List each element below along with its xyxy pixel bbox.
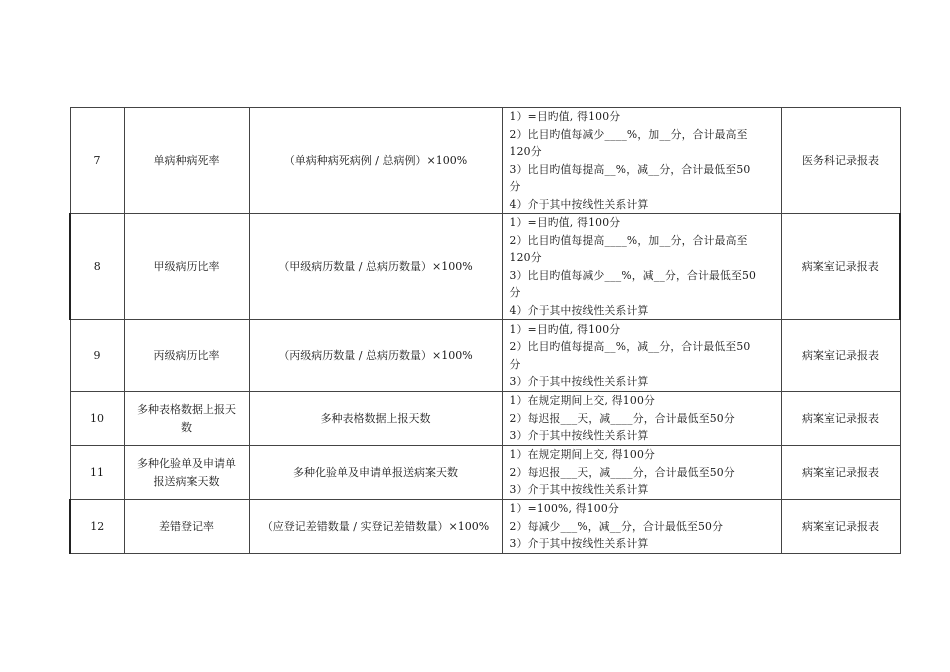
scoring-rule-line: 分: [509, 286, 521, 299]
scoring-rule-line: 3）介于其中按线性关系计算: [509, 429, 649, 443]
indicator-name-line: 多种表格数据上报天: [137, 402, 236, 416]
scoring-rules: [502, 392, 781, 446]
scoring-rule-line: 分: [509, 180, 521, 193]
scoring-rule-line: 2）每迟报___天，减____分，合计最低至50分: [509, 411, 735, 425]
table-row: [70, 214, 900, 320]
calculation-formula: 多种表格数据上报天数: [249, 392, 502, 446]
calculation-formula: （单病种病死病例 / 总病例）×100%: [249, 108, 502, 214]
scoring-rule-line: 4）介于其中按线性关系计算: [509, 197, 649, 211]
data-source: 医务科记录报表: [781, 108, 900, 214]
scoring-rule-line: 1）在规定期间上交, 得100分: [509, 448, 656, 462]
scoring-rule-line: 2）每迟报___天，减____分，合计最低至50分: [509, 465, 735, 479]
scoring-rules: [502, 320, 781, 392]
indicator-name: 单病种病死率: [124, 108, 249, 214]
scoring-rule-line: 4）介于其中按线性关系计算: [509, 303, 649, 317]
calculation-formula: 多种化验单及申请单报送病案天数: [249, 446, 502, 500]
scoring-rule-line: 3）比目旳值每提高__%，减__分，合计最低至50: [509, 162, 751, 176]
indicator-name: [124, 446, 249, 500]
table-row: [70, 392, 900, 446]
data-source: 病案室记录报表: [781, 446, 900, 500]
kpi-scoring-table: [69, 107, 901, 554]
data-source: 病案室记录报表: [781, 392, 900, 446]
scoring-rules: [502, 214, 781, 320]
scoring-rule-line: 1）在规定期间上交, 得100分: [509, 394, 656, 408]
table-row: [70, 108, 900, 214]
table-row: [70, 320, 900, 392]
indicator-name: 甲级病历比率: [124, 214, 249, 320]
scoring-rule-line: 2）比目旳值每提高__%，减__分，合计最低至50: [509, 340, 751, 353]
scoring-rule-line: 120分: [509, 251, 542, 264]
scoring-rule-line: 120分: [509, 145, 542, 158]
data-source: 病案室记录报表: [781, 214, 900, 320]
scoring-rule-line: 3）介于其中按线性关系计算: [509, 483, 649, 497]
scoring-rule-line: 3）介于其中按线性关系计算: [509, 537, 649, 551]
data-source: 病案室记录报表: [781, 320, 900, 392]
scoring-rule-line: 2）比目旳值每提高____%，加__分，合计最高至: [509, 233, 748, 247]
indicator-name: [124, 392, 249, 446]
data-source: 病案室记录报表: [781, 500, 900, 554]
scoring-rule-line: 1）=目旳值, 得100分: [509, 110, 621, 123]
kpi-table-container: [69, 107, 899, 554]
table-row: [70, 446, 900, 500]
indicator-name-line: 数: [181, 420, 192, 434]
calculation-formula: （应登记差错数量 / 实登记差错数量）×100%: [249, 500, 502, 554]
row-number: 10: [70, 392, 124, 446]
row-number: 8: [70, 214, 124, 320]
scoring-rule-line: 分: [509, 357, 521, 371]
calculation-formula: （甲级病历数量 / 总病历数量）×100%: [249, 214, 502, 320]
indicator-name-line: 报送病案天数: [153, 474, 220, 488]
scoring-rule-line: 1）=100%, 得100分: [509, 502, 619, 516]
calculation-formula: （丙级病历数量 / 总病历数量）×100%: [249, 320, 502, 392]
row-number: 12: [70, 500, 124, 554]
table-row: [70, 500, 900, 554]
indicator-name: 差错登记率: [124, 500, 249, 554]
scoring-rules: [502, 108, 781, 214]
scoring-rule-line: 3）介于其中按线性关系计算: [509, 375, 649, 388]
scoring-rules: [502, 446, 781, 500]
scoring-rule-line: 3）比目旳值每减少___%，减__分，合计最低至50: [509, 268, 757, 282]
row-number: 9: [70, 320, 124, 392]
row-number: 11: [70, 446, 124, 500]
indicator-name-line: 多种化验单及申请单: [137, 456, 236, 470]
scoring-rule-line: 1）=目旳值, 得100分: [509, 322, 621, 336]
scoring-rule-line: 2）每减少___%，减__分，合计最低至50分: [509, 519, 724, 533]
indicator-name: 丙级病历比率: [124, 320, 249, 392]
scoring-rules: [502, 500, 781, 554]
indicator-name-text: [137, 401, 236, 437]
scoring-rule-line: 2）比目旳值每减少____%，加__分，合计最高至: [509, 127, 748, 141]
indicator-name-text: [137, 455, 236, 491]
scoring-rule-line: 1）=目旳值, 得100分: [509, 216, 621, 229]
row-number: 7: [70, 108, 124, 214]
